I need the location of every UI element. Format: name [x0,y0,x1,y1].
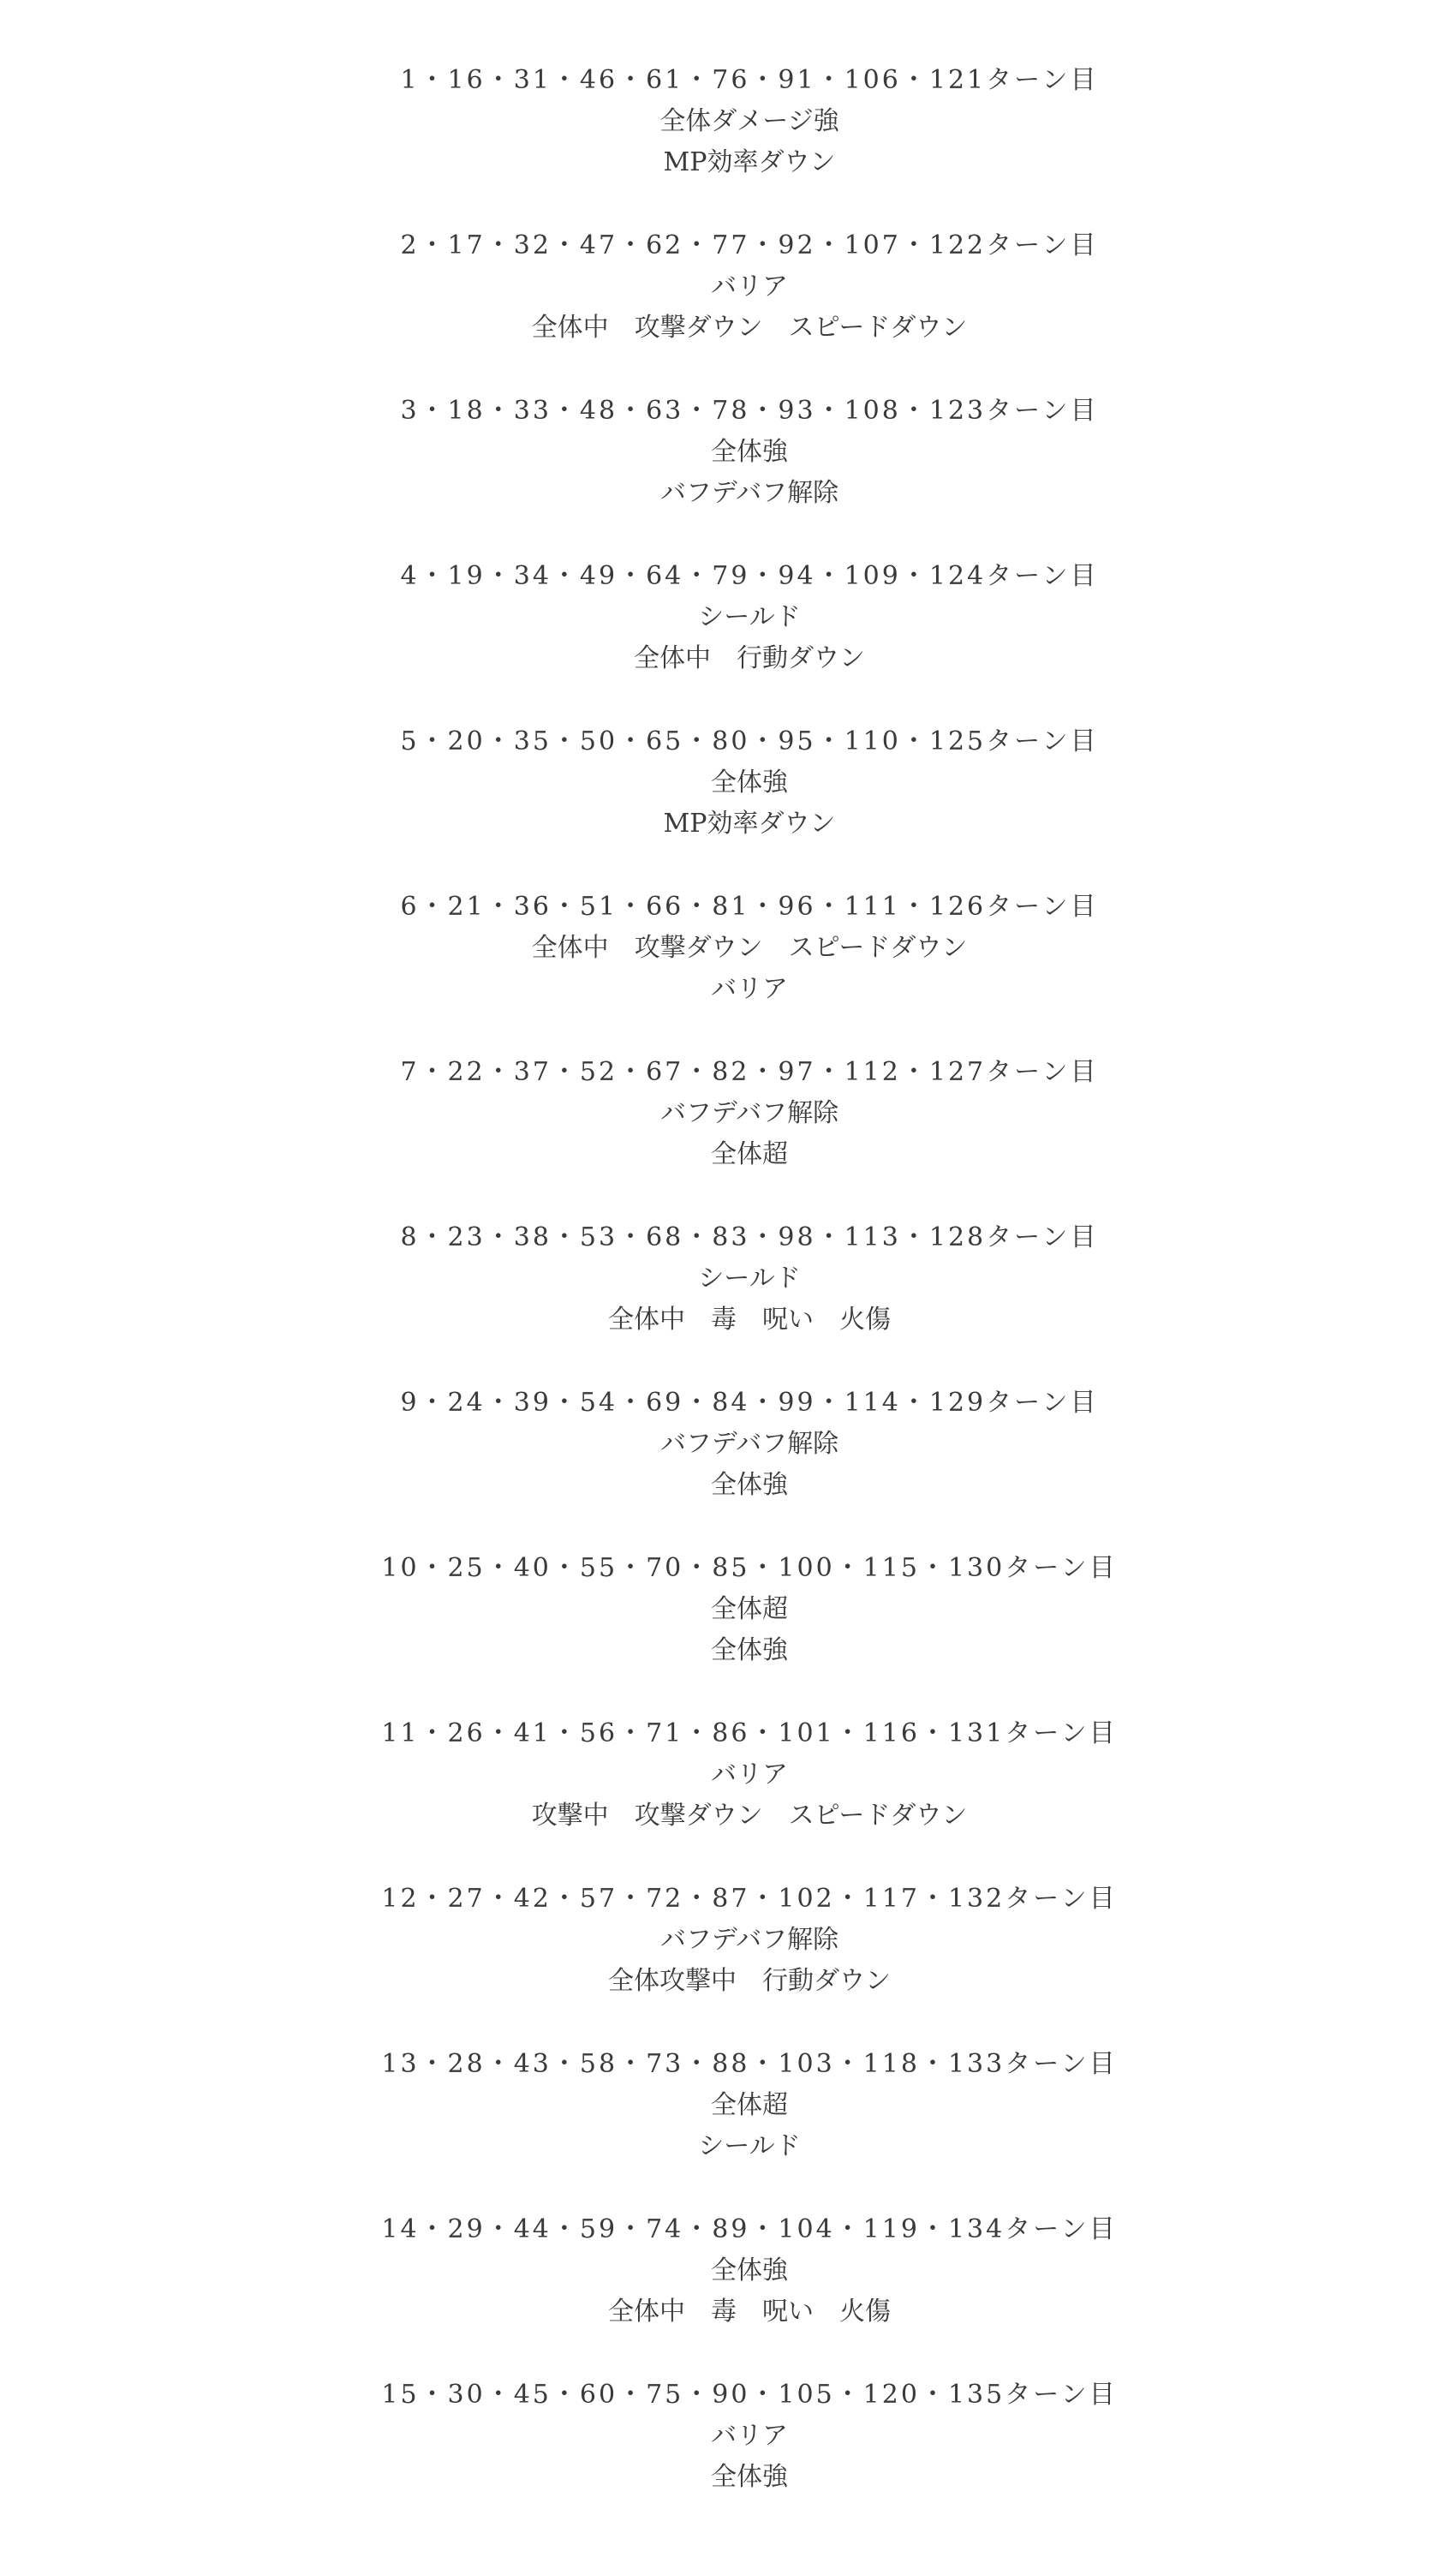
turn-numbers: 7・22・37・52・67・82・97・112・127ターン目 [400,1057,1099,1087]
turn-entry [0,1383,1456,1548]
turn-entry [0,1217,1456,1383]
action-primary: シールド [698,602,801,632]
action-primary: バフデバフ解除 [659,1429,839,1459]
turn-numbers: 8・23・38・53・68・83・98・113・128ターン目 [400,1222,1099,1252]
action-primary: 全体強 [711,2255,788,2285]
action-secondary: 全体中 攻撃ダウン スピードダウン [531,313,968,343]
action-primary: 全体超 [711,2090,788,2120]
action-primary: 全体超 [711,1594,788,1624]
turn-numbers: 9・24・39・54・69・84・99・114・129ターン目 [400,1388,1099,1418]
turn-entry [0,60,1456,225]
turn-numbers: 13・28・43・58・73・88・103・118・133ターン目 [381,2049,1118,2079]
turn-numbers: 2・17・32・47・62・77・92・107・122ターン目 [400,230,1099,260]
action-primary: バリア [711,2421,788,2451]
action-secondary: シールド [698,2131,801,2161]
action-primary: シールド [698,1264,801,1293]
turn-entry [0,391,1456,556]
turn-entry [0,225,1456,391]
turn-entry [0,1548,1456,1713]
action-primary: バフデバフ解除 [659,1925,839,1955]
turn-entry [0,2044,1456,2209]
action-secondary: バフデバフ解除 [659,478,839,508]
turn-entry [0,2375,1456,2540]
action-primary: 全体ダメージ強 [659,106,839,136]
action-secondary: 全体中 毒 呪い 火傷 [608,2297,891,2327]
turn-entry [0,556,1456,721]
action-secondary: 全体強 [711,1635,788,1665]
turn-entry [0,1879,1456,2044]
turn-numbers: 15・30・45・60・75・90・105・120・135ターン目 [381,2380,1118,2410]
action-secondary: 全体中 行動ダウン [634,643,865,673]
action-secondary: 全体強 [711,2462,788,2492]
action-secondary: 攻撃中 攻撃ダウン スピードダウン [531,1801,968,1831]
turn-numbers: 14・29・44・59・74・89・104・119・134ターン目 [381,2214,1118,2244]
turn-entry [0,721,1456,887]
action-primary: バリア [711,1759,788,1789]
action-secondary: 全体攻撃中 行動ダウン [608,1966,891,1996]
action-secondary: 全体強 [711,1470,788,1500]
action-secondary: MP効率ダウン [663,147,836,177]
turn-entry [0,887,1456,1052]
turn-numbers: 1・16・31・46・61・76・91・106・121ターン目 [400,65,1099,95]
action-secondary: バリア [711,974,788,1004]
turn-numbers: 5・20・35・50・65・80・95・110・125ターン目 [400,726,1099,756]
turn-numbers: 6・21・36・51・66・81・96・111・126ターン目 [400,892,1099,922]
action-primary: 全体強 [711,768,788,798]
turn-numbers: 12・27・42・57・72・87・102・117・132ターン目 [381,1884,1118,1914]
turn-numbers: 10・25・40・55・70・85・100・115・130ターン目 [381,1553,1118,1583]
action-secondary: 全体中 毒 呪い 火傷 [608,1305,891,1335]
turn-entry [0,1052,1456,1217]
turn-numbers: 3・18・33・48・63・78・93・108・123ターン目 [400,396,1099,426]
turn-numbers: 4・19・34・49・64・79・94・109・124ターン目 [400,561,1099,591]
action-primary: バリア [711,272,788,302]
action-primary: 全体強 [711,437,788,467]
action-secondary: 全体超 [711,1139,788,1169]
action-secondary: MP効率ダウン [663,809,836,839]
action-primary: バフデバフ解除 [659,1098,839,1128]
action-primary: 全体中 攻撃ダウン スピードダウン [531,933,968,963]
turn-entry [0,2209,1456,2375]
turn-entry [0,1713,1456,1879]
turn-numbers: 11・26・41・56・71・86・101・116・131ターン目 [381,1718,1118,1748]
